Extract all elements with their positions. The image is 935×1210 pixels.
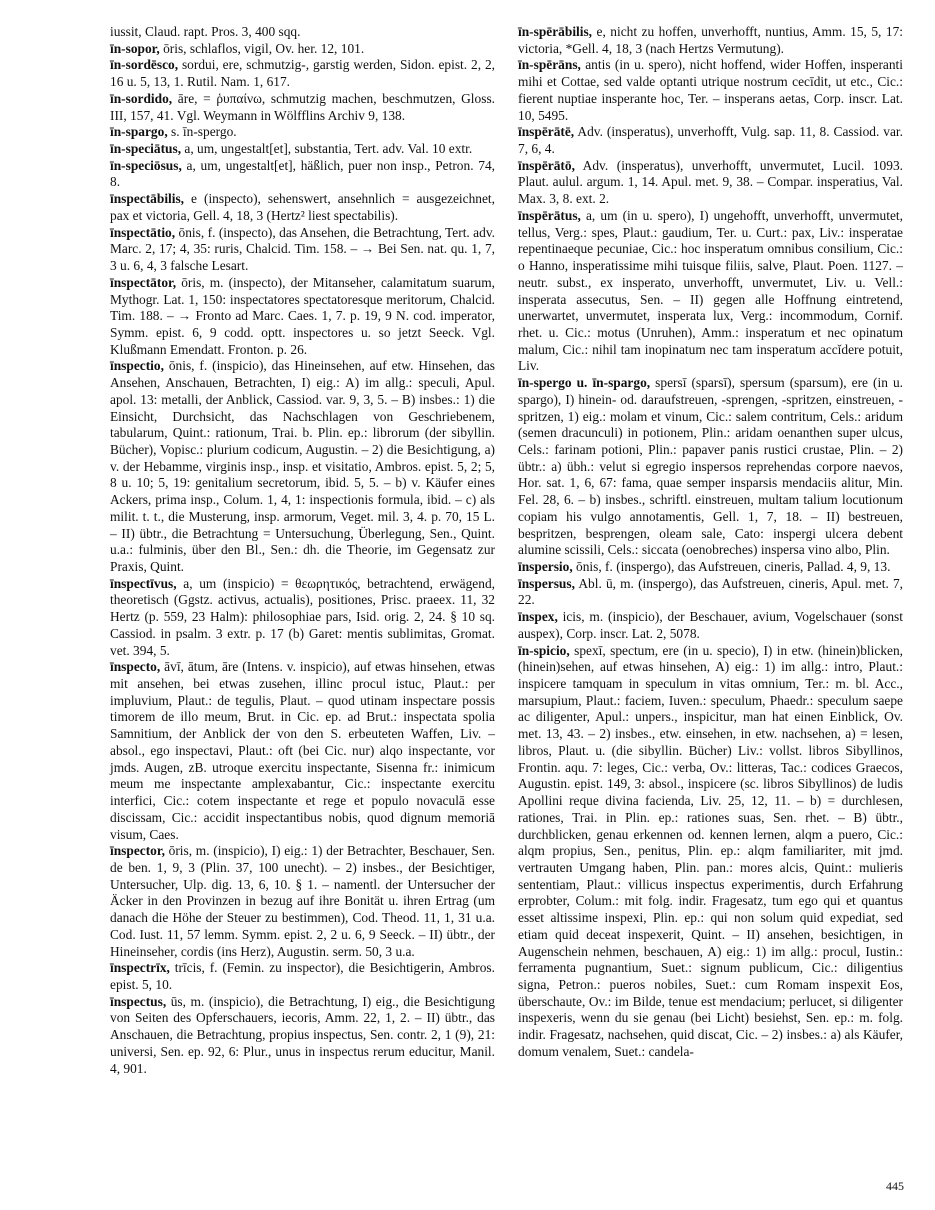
headword: īnspērātē,	[518, 124, 575, 140]
headword: īn-speciātus,	[110, 141, 182, 157]
entry-text: a, um, ungestalt[et], häßlich, puer non insp., Petron. 74, 8.	[110, 157, 495, 190]
entry-text: ōris, schlaflos, vigil, Ov. her. 12, 101.	[159, 40, 365, 56]
entry-text: a, um (inspicio) = θεωρητικός, betrachtend, erwägend, theoretisch (Ggstz. activus, actualis), positiones, Prisc. praeex. 11, 32 Hertz (p. 559, 23 Halm): philosophiae pars, Isid. orig. 2, 24. § 10 sq. Cassiod. in psalm. 3 extr. p. 17 (b) Garet: mentis sublimitas, Gromat. vet. 394, 5.	[110, 575, 495, 658]
headword: īnspectātor,	[110, 274, 177, 290]
dictionary-entry	[110, 659, 495, 843]
left-column	[110, 24, 495, 1077]
dictionary-entry	[518, 643, 903, 1061]
dictionary-entry	[518, 375, 903, 559]
entry-text: ōnis, f. (inspergo), das Aufstreuen, cineris, Pallad. 4, 9, 13.	[572, 559, 891, 574]
right-column	[518, 24, 903, 1061]
dictionary-entry	[110, 994, 495, 1078]
entry-text: icis, m. (inspicio), der Beschauer, avium, Vogelschauer (sonst auspex), Corp. inscr. Lat. 2, 5078.	[518, 609, 903, 641]
dictionary-entry	[110, 41, 495, 58]
entry-text: Adv. (insperatus), unverhofft, unvermutet, Lucil. 1093. Plaut. aulul. argum. 1, 14. Apul. met. 9, 38. – Compar. insperatius, Val. Max. 3, 8. ext. 2.	[518, 157, 903, 207]
headword: īn-sordēsco,	[110, 57, 179, 73]
page-number: 445	[886, 1179, 904, 1193]
headword: īnspectābilis,	[110, 191, 185, 207]
dictionary-entry	[518, 559, 903, 576]
entry-text: ōris, m. (inspicio), I) eig.: 1) der Betrachter, Beschauer, Sen. de ben. 1, 9, 3 (Plin. 37, 100 unecht). – 2) insbes., der Besichtiger, Untersucher, Ulp. dig. 13, 6, 10. § 1. – namentl. der Untersucher der Äcker in den Provinzen in bezug auf ihre Bonität u. ihren Ertrag (um danach die Höhe der Steuer zu bestimmen), Cod. Theod. 11, 1, 31 u.a. Cod. Iust. 11, 57 lemm. Symm. epist. 2, 2 u. 6, 9 Seeck. – II) übtr., der Hineinseher, cordis (ins Herz), Augustin. serm. 50, 3 u.a.	[110, 843, 495, 959]
entry-text: ōris, m. (inspecto), der Mitanseher, calamitatum suarum, Mythogr. Lat. 1, 150: inspectatores spectatoresque meritorum, Chalcid. Tim. 188. – → Fronto ad Marc. Caes. 1, 7. p. 19, 9 N. cod. imperator, Symm. epist. 6, 9 codd. optt. inspectores u. so jetzt Seeck. Vgl. Klußmann Emendatt. Fronton. p. 26.	[110, 274, 495, 357]
dictionary-entry	[110, 124, 495, 141]
headword: īnspector,	[110, 843, 165, 859]
headword: īn-spērābilis,	[518, 24, 593, 39]
entry-text: ūs, m. (inspicio), die Betrachtung, I) eig., die Besichtigung von Seiten des Opferschauers, iecoris, Amm. 22, 1, 2. – II) übtr., das Anschauen, die Betrachtung, propius inspectus, Sen. contr. 2, 1 (9), 21: universi, Sen. ep. 92, 6: Plur., unus in inspectus rerum educitur, Manil. 4, 901.	[110, 993, 495, 1076]
entry-text: ōnis, f. (inspecto), das Ansehen, die Betrachtung, Tert. adv. Marc. 2, 17; 4, 35: ruris, Chalcid. Tim. 158. – → Bei Sen. nat. qu. 1, 7, 3 u. 6, 4, 3 falsche Lesart.	[110, 224, 495, 274]
entry-text: a, um (in u. spero), I) ungehofft, unverhofft, unvermutet, tellus, Verg.: spes, Plaut.: gaudium, Ter. u. Curt.: pax, Liv.: insperatae repentinaeque pecuniae, Cic.: hoc insperatum omnibus consilium, Cic.: o Hanno, insperatissime mihi tuisque filiis, salve, Plaut. Poen. 1127. – neutr. subst., ex insperato, unverhofft, unvermutet, Liv. u. Vell.: insperata assecutus, Sen. – II) gegen alle Hoffnung eintretend, unerwartet, unvermutet, insperata lux, Verg.: incommodum, Cornif. rhet. u. Cic.: motus (Unruhen), Amm.: insperatum et nec opinatum malum, Cic.: nihil tam inopinatum nec tam insperatum accĭdere potuit, Liv.	[518, 207, 903, 374]
dictionary-entry	[110, 843, 495, 960]
dictionary-entry	[518, 609, 903, 642]
headword: īn-sopor,	[110, 40, 160, 56]
dictionary-entry	[110, 960, 495, 993]
headword: īnspectio,	[110, 358, 164, 374]
entry-text: Adv. (insperatus), unverhofft, Vulg. sap. 11, 8. Cassiod. var. 7, 6, 4.	[518, 124, 903, 157]
entry-text: e, nicht zu hoffen, unverhofft, nuntius, Amm. 15, 5, 17: victoria, *Gell. 4, 18, 3 (nach Hertzs Vermutung).	[518, 24, 903, 56]
headword: īnspecto,	[110, 659, 161, 675]
entry-text: trīcis, f. (Femin. zu inspector), die Besichtigerin, Ambros. epist. 5, 10.	[110, 960, 495, 992]
headword: īnspectīvus,	[110, 575, 177, 591]
dictionary-entry	[518, 57, 903, 124]
entry-text: spersī (sparsī), spersum (sparsum), ere (in u. spargo), I) hinein- od. daraufstreuen, -sprengen, -spritzen, einstreuen, -spritzen, 1) eig.: molam et vinum, Cic.: salem contritum, Cels.: aridum (semen dracunculi) in potionem, Plin.: aridam oenanthen super ulcus, Cels.: farinam potioni, Plin.: papaver panis rustici crustae, Plin. – 2) übtr.: a) übh.: velut si egregio inspersos reprehendas corpore naevos, Hor. sat. 1, 6, 67: fama, quae semper insparsis mendaciis alitur, Min. Fel. 28, 6. – b) insbes., schriftl. einstreuen, multam talium locutionum copiam his vulgo annotamentis, Gell. 1, 7, 18. – II) bestreuen, bespritzen, besprengen, oleam sale, Cato: inspergi ulcera debent alumine scissili, Cels.: siccata (oenobreches) inspersa vino albo, Plin.	[518, 375, 903, 558]
dictionary-entry	[110, 275, 495, 359]
entry-text: s. īn-spergo.	[167, 124, 237, 140]
headword: īn-speciōsus,	[110, 157, 182, 173]
dictionary-entry	[518, 576, 903, 609]
headword: īnspectus,	[110, 993, 167, 1009]
dictionary-entry	[110, 191, 495, 224]
headword: īnspectrīx,	[110, 960, 170, 976]
entry-text: iussit, Claud. rapt. Pros. 3, 400 sqq.	[110, 24, 301, 39]
entry-text: ōnis, f. (inspicio), das Hineinsehen, auf etw. Hinsehen, das Ansehen, Anschauen, Betrachten, I) eig.: A) im allg.: speculi, Apul. apol. 13: metalli, der Anblick, Cassiod. var. 9, 3, 5. – B) insbes.: 1) die Einsicht, Durchsicht, das Nachschlagen von Geschriebenem, tabularum, Quint.: rationum, Trai. b. Plin. ep.: librorum (der sibyllin. Bücher), Vopisc.: plurium codicum, Augustin. – 2) die Besichtigung, a) v. der Hebamme, virginis insp., insp. et visitatio, Ambros. epist. 5, 2; 5, 8 u. 10; 5, 19: genitalium secretorum, ibid. 5, 5. – b) v. Käufer eines Ackers, prima insp., Colum. 1, 4, 1: inspectionis formula, ibid. – c) als milit. t. t., die Musterung, insp. armorum, Veget. mil. 3, 4. p. 70, 15 L. – II) übtr., die Betrachtung = Untersuchung, Überlegung, Sen., Quint. u.a.: fulminis, über den Bl., Sen.: dh. die Theorie, im Gegensatz zur Praxis, Quint.	[110, 358, 495, 574]
dictionary-entry	[110, 158, 495, 191]
dictionary-entry	[518, 124, 903, 157]
headword: īnspērātus,	[518, 207, 581, 223]
headword: īnspex,	[518, 609, 558, 625]
entry-text: spexī, spectum, ere (in u. specio), I) in etw. (hinein)blicken, (hinein)sehen, auf etwas hinsehen, A) eig.: 1) im allg.: intro, Plaut.: inspicere tamquam in speculum in vitas omnium, Ter.: m. bl. Acc., marsupium, Plaut.: faciem, Iuven.: speculum, Phaedr.: speculum saepe ac diligenter, Apul.: unpers., inspicitur, man hat einen Einblick, Ov. met. 13, 43. – 2) insbes., etw. einsehen, in etw. nachsehen, a) = lesen, libros, Plaut. u. (die sibyllin. Bücher) Liv.: vollst. libros Sibyllinos, Frontin. aqu. 7: leges, Cic.: verba, Ov.: litteras, Tac.: codices Graecos, Augustin. epist. 149, 3: absol., inspicere (sc. libros Sibyllinos) de ludis Apollini reque divina facienda, Liv. 25, 12, 11. – b) = durchlesen, rationes, Trai. in Plin. ep.: rationes suas, Sen. rhet. – B) übtr., durchblicken, genau erkennen od. kennen lernen, alqm a puero, Cic.: alqm propius, Sen., penitus, Plin. ep.: alqm familiariter, mit jmd. vertrauten Umgang haben, Plin. pan.: mores alcis, Quint.: mulieris sententiam, Plaut.: villicus inspectus experimentis, durch Erfahrung erprobter, Colum.: mit folg. indir. Fragesatz, tum ego qui et quantus esset altissime inspexi, Plin. ep.: qui non solum quid expediat, sed etiam quid deceat inspexerit, Quint. – II) ansehen, besichtigen, in Augenschein nehmen, beschauen, A) eig.: 1) im allg.: procul, Iustin.: ferramenta pugnantium, Suet.: signum publicum, Cic.: diligentius signa, Petron.: pueros nobiles, Suet.: cum Romam inspexit Eos, überschaute, Ov.: im Bilde, tenue est mendacium; perlucet, si diligenter inspexeris, wenn du sie genau (bei Licht) besiehst, Sen. ep.: m. folg. indir. Fragesatz, nachsehen, quid discat, Cic. – 2) insbes.: a) als Käufer, domum venalem, Suet.: candela-	[518, 642, 903, 1059]
headword: īnspersus,	[518, 575, 575, 591]
entry-text: antis (in u. spero), nicht hoffend, wider Hoffen, insperanti mihi et Cottae, sed valde optanti utrique nostrum cecīdit, ut etc., Cic.: fierent nuptiae insperante hoc, Ter. – insperans aetas, Corp. inscr. Lat. 10, 5495.	[518, 57, 903, 123]
dictionary-entry	[110, 576, 495, 660]
dictionary-entry	[518, 208, 903, 375]
headword: īnspectātio,	[110, 224, 176, 240]
entry-text: sordui, ere, schmutzig-, garstig werden, Sidon. epist. 2, 2, 16 u. 5, 13, 1. Rutil. Nam. 1, 617.	[110, 57, 495, 90]
dictionary-entry	[110, 57, 495, 90]
entry-text: āre, = ῥυπαίνω, schmutzig machen, beschmutzen, Gloss. III, 157, 41. Vgl. Weymann in Wölfflins Archiv 9, 138.	[110, 90, 495, 123]
headword: īn-spicio,	[518, 642, 570, 658]
entry-text: e (inspecto), sehenswert, ansehnlich = ausgezeichnet, pax et victoria, Gell. 4, 18, 3 (Hertz² liest spectabilis).	[110, 191, 495, 223]
dictionary-entry	[110, 141, 495, 158]
entry-text: a, um, ungestalt[et], substantia, Tert. adv. Val. 10 extr.	[181, 141, 473, 157]
dictionary-entry	[110, 225, 495, 275]
headword: īn-spērāns,	[518, 57, 581, 73]
dictionary-entry	[110, 358, 495, 575]
entry-text: āvī, ātum, āre (Intens. v. inspicio), auf etwas hinsehen, etwas mit ansehen, bei etwas zusehen, illinc procul istuc, Plaut.: per impluvium, Plaut.: de tegulis, Plaut. – quod utinam inspectare possis timorem de illo meum, Brut. in Cic. ep. ad Brut.: inspectata spolia Samnitium, der Anblick der von den S. erbeuteten Waffen, Liv. – absol., ego inspectavi, Plaut.: oft (bei Cic. nur) alqo inspectante, vor jmds. Augen, zB. utroque exercitu inspectante, Sisenna fr.: inimicum meum me inspectante amplexabantur, Cic.: inspectante exercitu interfici, Cic.: cotem inspectante et rege et populo novaculā esse discissam, Cic.: accidit inspectantibus nobis, quod dignum memoriā visum, Caes.	[110, 659, 495, 842]
dictionary-entry	[518, 24, 903, 57]
headword: īn-sordido,	[110, 90, 173, 106]
dictionary-entry	[110, 91, 495, 124]
headword: īn-spergo u. īn-spargo,	[518, 375, 651, 391]
headword: īn-spargo,	[110, 124, 168, 140]
headword: īnspersio,	[518, 559, 573, 574]
entry-text: Abl. ū, m. (inspergo), das Aufstreuen, cineris, Apul. met. 7, 22.	[518, 575, 903, 608]
dictionary-entry	[518, 158, 903, 208]
dictionary-entry	[110, 24, 495, 41]
headword: īnspērātō,	[518, 157, 575, 173]
